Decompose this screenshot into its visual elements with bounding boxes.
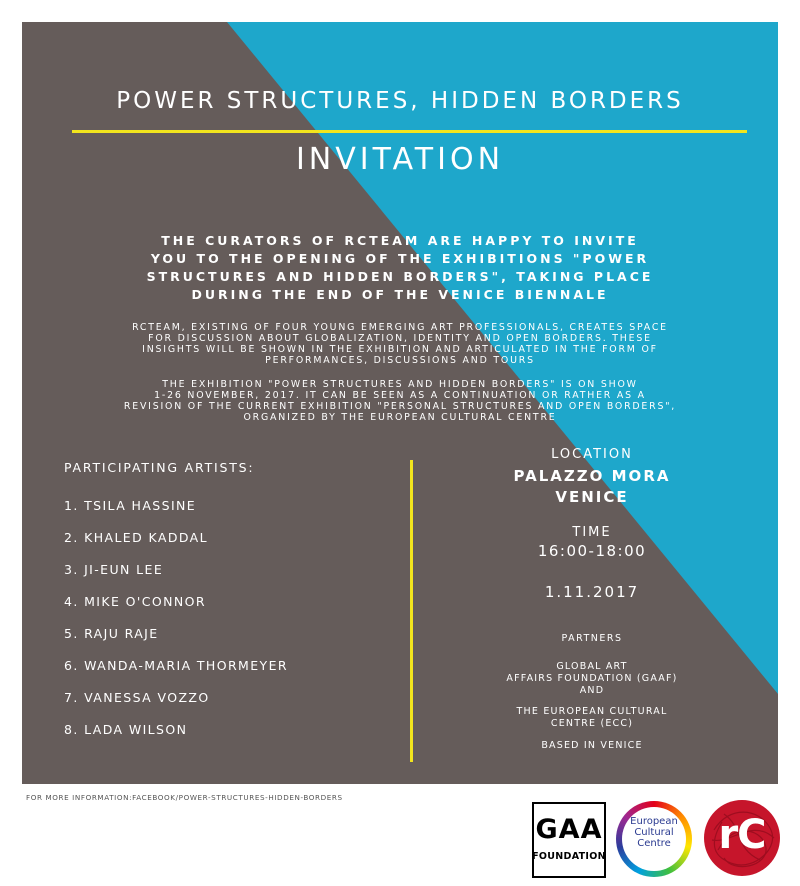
lead-line: STRUCTURES AND HIDDEN BORDERS", TAKING PLACE	[146, 269, 654, 284]
ecc-logo-line: European	[630, 816, 678, 827]
paragraph-line: REVISION OF THE CURRENT EXHIBITION "PERSONAL STRUCTURES AND OPEN BORDERS",	[123, 401, 677, 412]
artist-item: 2. KHALED KADDAL	[64, 530, 208, 545]
paragraph-line: INSIGHTS WILL BE SHOWN IN THE EXHIBITION AND ARTICULATED IN THE FORM OF	[142, 344, 658, 355]
partner-line: THE EUROPEAN CULTURAL	[516, 706, 668, 717]
artist-item: 7. VANESSA VOZZO	[64, 690, 210, 705]
artist-item: 5. RAJU RAJE	[64, 626, 159, 641]
location-line: PALAZZO MORA	[513, 467, 671, 485]
poster-title: POWER STRUCTURES, HIDDEN BORDERS	[116, 88, 684, 114]
partner-ecc	[442, 706, 742, 730]
artist-item: 1. TSILA HASSINE	[64, 498, 197, 513]
paragraph-line: PERFORMANCES, DISCUSSIONS AND TOURS	[265, 355, 535, 366]
partner-line: AFFAIRS FOUNDATION (GAAF)	[506, 673, 678, 684]
based-in: BASED IN VENICE	[541, 740, 643, 751]
paragraph-line: 1-26 NOVEMBER, 2017. IT CAN BE SEEN AS A CONTINUATION OR RATHER AS A	[154, 390, 646, 401]
paragraph-line: ORGANIZED BY THE EUROPEAN CULTURAL CENTRE	[243, 412, 557, 423]
lead-line: THE CURATORS OF RCTEAM ARE HAPPY TO INVITE	[161, 233, 639, 248]
location-line: VENICE	[555, 488, 629, 506]
exhibition-paragraph	[72, 379, 728, 423]
event-date: 1.11.2017	[544, 583, 640, 601]
partner-line: CENTRE (ECC)	[550, 718, 634, 729]
partner-gaaf	[442, 661, 742, 697]
artist-item: 4. MIKE O'CONNOR	[64, 594, 206, 609]
artist-item: 3. JI-EUN LEE	[64, 562, 164, 577]
location-name	[442, 466, 742, 508]
gaa-logo-subtext: FOUNDATION	[532, 851, 606, 862]
footer-more-info: FOR MORE INFORMATION:FACEBOOK/POWER-STRUCTURES-HIDDEN-BORDERS	[26, 793, 343, 802]
ecc-logo-line: Centre	[637, 838, 671, 849]
artists-list	[64, 460, 384, 754]
artist-item: 6. WANDA-MARIA THORMEYER	[64, 658, 288, 673]
ecc-logo-text	[616, 816, 692, 849]
invitation-poster	[22, 22, 778, 784]
artist-item: 8. LADA WILSON	[64, 722, 188, 737]
lead-line: YOU TO THE OPENING OF THE EXHIBITIONS "POWER	[150, 251, 650, 266]
time-label: TIME	[572, 525, 612, 540]
partner-line: GLOBAL ART	[556, 661, 628, 672]
rcteam-paragraph	[72, 322, 728, 366]
lead-text	[82, 232, 718, 304]
title-underline	[72, 130, 747, 133]
artists-heading: PARTICIPATING ARTISTS:	[64, 460, 255, 475]
paragraph-line: THE EXHIBITION "POWER STRUCTURES AND HIDDEN BORDERS" IS ON SHOW	[162, 379, 638, 390]
invitation-heading: INVITATION	[295, 142, 505, 177]
paragraph-line: FOR DISCUSSION ABOUT GLOBALIZATION, IDENTITY AND OPEN BORDERS. THESE	[148, 333, 652, 344]
gaa-foundation-logo	[532, 802, 606, 876]
time-value: 16:00-18:00	[537, 542, 647, 560]
rc-logo-text: rC	[718, 812, 766, 858]
european-cultural-centre-logo	[616, 801, 692, 877]
gaa-logo-text: GAA	[535, 814, 603, 845]
rcteam-logo	[704, 800, 780, 876]
location-label: LOCATION	[551, 447, 633, 462]
paragraph-line: RCTEAM, EXISTING OF FOUR YOUNG EMERGING ART PROFESSIONALS, CREATES SPACE	[132, 322, 668, 333]
partners-label: PARTNERS	[561, 633, 623, 644]
partner-line: AND	[579, 685, 605, 696]
lead-line: DURING THE END OF THE VENICE BIENNALE	[191, 287, 609, 302]
ecc-logo-line: Cultural	[634, 827, 674, 838]
column-divider	[410, 460, 413, 762]
